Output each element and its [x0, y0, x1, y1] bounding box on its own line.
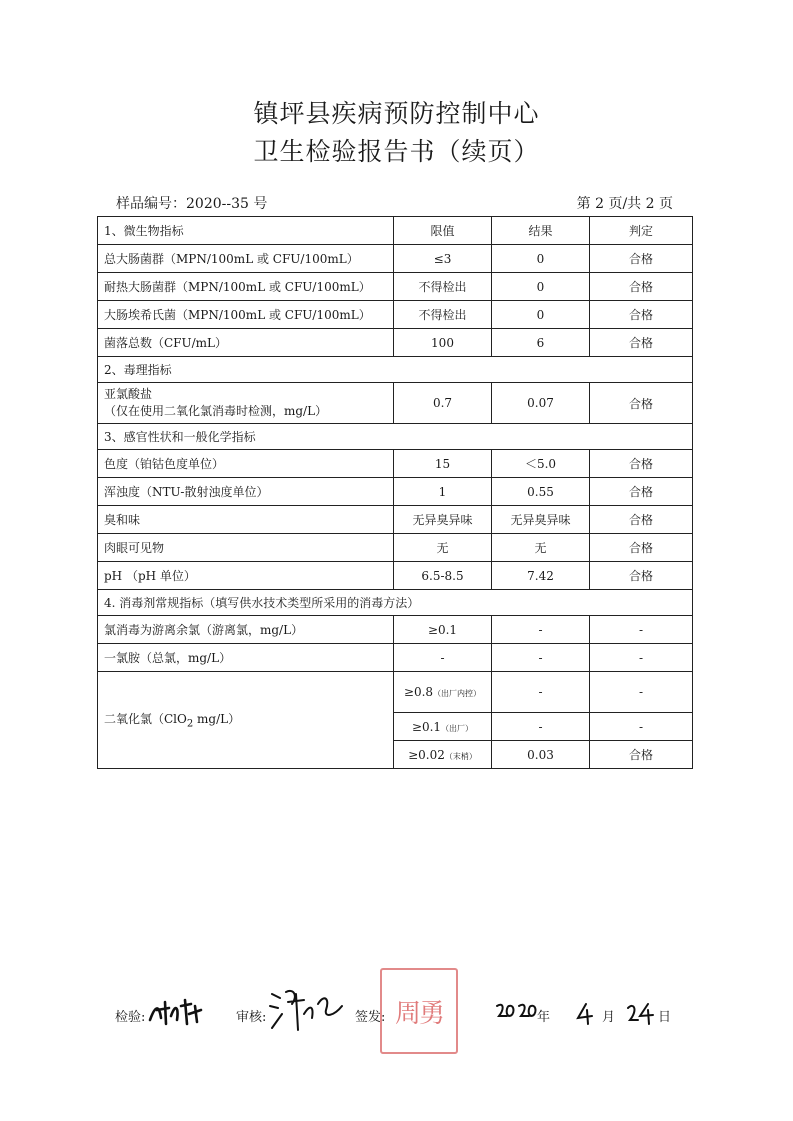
reviewer-signature	[268, 984, 348, 1036]
year-label: 年	[537, 1010, 551, 1025]
section-title: 3、感官性状和一般化学指标	[98, 424, 693, 450]
page-indicator: 第 2 页/共 2 页	[576, 196, 673, 212]
table-row	[98, 424, 693, 450]
verdict-cell: 合格	[590, 383, 693, 424]
table-row	[98, 301, 693, 329]
result-cell: 0	[492, 245, 590, 273]
verdict-cell: 合格	[590, 562, 693, 590]
item-cell: 大肠埃希氏菌（MPN/100mL 或 CFU/100mL）	[98, 301, 394, 329]
sample-number: 样品编号：2020--35 号	[116, 196, 268, 212]
result-cell: -	[492, 713, 590, 741]
table-row	[98, 329, 693, 357]
issuer-seal: 周勇	[380, 968, 458, 1054]
result-cell: -	[492, 616, 590, 644]
item-cell: pH （pH 单位）	[98, 562, 394, 590]
item-cell: 肉眼可见物	[98, 534, 394, 562]
limit-cell: 不得检出	[394, 301, 492, 329]
reviewer-label: 审核:	[236, 1010, 267, 1025]
verdict-cell: 合格	[590, 741, 693, 769]
limit-cell: ≤3	[394, 245, 492, 273]
result-cell: 7.42	[492, 562, 590, 590]
result-cell: 0.07	[492, 383, 590, 424]
table-row	[98, 273, 693, 301]
result-cell: 无	[492, 534, 590, 562]
clo2-subscript: 2	[186, 718, 194, 730]
table-row	[98, 357, 693, 383]
limit-cell: 15	[394, 450, 492, 478]
verdict-cell: 合格	[590, 301, 693, 329]
limit-cell: 不得检出	[394, 273, 492, 301]
clo2-prefix: 二氧化氯（ClO	[104, 712, 187, 727]
item-cell: 耐热大肠菌群（MPN/100mL 或 CFU/100mL）	[98, 273, 394, 301]
limit-note: （出厂内控）	[433, 689, 482, 698]
item-cell: 臭和味	[98, 506, 394, 534]
verdict-cell: 合格	[590, 273, 693, 301]
limit-cell: 1	[394, 478, 492, 506]
verdict-cell: 合格	[590, 506, 693, 534]
inspector-label: 检验:	[115, 1010, 146, 1025]
table-row	[98, 478, 693, 506]
verdict-cell: -	[590, 616, 693, 644]
limit-cell: 0.7	[394, 383, 492, 424]
table-row	[98, 245, 693, 273]
table-row	[98, 590, 693, 616]
limit-cell: ≥0.1	[394, 616, 492, 644]
table-row	[98, 506, 693, 534]
issuer-label: 签发:	[355, 1010, 386, 1025]
table-row	[98, 644, 693, 672]
item-cell: 总大肠菌群（MPN/100mL 或 CFU/100mL）	[98, 245, 394, 273]
item-cell: 氯消毒为游离余氯（游离氯，mg/L）	[98, 616, 394, 644]
verdict-cell: -	[590, 672, 693, 713]
date-month-handwritten	[574, 1002, 594, 1026]
item-cell	[98, 383, 394, 424]
limit-note: （出厂）	[441, 723, 474, 733]
verdict-cell: 合格	[590, 329, 693, 357]
header-verdict: 判定	[590, 217, 693, 245]
table-row	[98, 534, 693, 562]
verdict-cell: 合格	[590, 450, 693, 478]
item-cell: 浑浊度（NTU-散射浊度单位）	[98, 478, 394, 506]
verdict-cell: 合格	[590, 534, 693, 562]
item-cell: 菌落总数（CFU/mL）	[98, 329, 394, 357]
limit-cell: ≥0.8（出厂内控）	[394, 672, 492, 713]
table-row	[98, 672, 693, 713]
section-title: 2、毒理指标	[98, 357, 693, 383]
header-result: 结果	[492, 217, 590, 245]
result-cell: 6	[492, 329, 590, 357]
result-cell: -	[492, 644, 590, 672]
org-title: 镇坪县疾病预防控制中心	[253, 99, 540, 128]
result-cell: ＜5.0	[492, 450, 590, 478]
result-cell: 无异臭异味	[492, 506, 590, 534]
section-title: 1、微生物指标	[98, 217, 394, 245]
limit-cell: -	[394, 644, 492, 672]
limit-cell: 无异臭异味	[394, 506, 492, 534]
item-cell: 色度（铂钴色度单位）	[98, 450, 394, 478]
limit-cell: 6.5-8.5	[394, 562, 492, 590]
day-label: 日	[658, 1010, 672, 1025]
inspector-signature	[147, 996, 205, 1028]
table-row	[98, 450, 693, 478]
month-label: 月	[602, 1010, 616, 1025]
results-table	[97, 216, 693, 769]
date-year-handwritten	[495, 1000, 539, 1026]
report-title: 卫生检验报告书（续页）	[253, 137, 540, 166]
item-line: （仅在使用二氧化氯消毒时检测，mg/L）	[104, 404, 328, 418]
item-cell: 一氯胺（总氯，mg/L）	[98, 644, 394, 672]
table-row	[98, 217, 693, 245]
result-cell: 0	[492, 301, 590, 329]
header-limit: 限值	[394, 217, 492, 245]
verdict-cell: -	[590, 644, 693, 672]
result-cell: 0.55	[492, 478, 590, 506]
limit-note: （末梢）	[444, 751, 477, 761]
limit-cell: 100	[394, 329, 492, 357]
limit-cell: ≥0.1（出厂）	[394, 713, 492, 741]
result-cell: 0.03	[492, 741, 590, 769]
result-cell: -	[492, 672, 590, 713]
result-cell: 0	[492, 273, 590, 301]
verdict-cell: -	[590, 713, 693, 741]
date-day-handwritten	[626, 1002, 656, 1026]
clo2-suffix: mg/L）	[193, 712, 241, 727]
item-line: 亚氯酸盐	[104, 387, 153, 401]
limit-cell: 无	[394, 534, 492, 562]
table-row	[98, 383, 693, 424]
table-row	[98, 562, 693, 590]
limit-cell: ≥0.02（末梢）	[394, 741, 492, 769]
table-row	[98, 616, 693, 644]
item-cell	[98, 672, 394, 769]
verdict-cell: 合格	[590, 478, 693, 506]
verdict-cell: 合格	[590, 245, 693, 273]
section-title: 4. 消毒剂常规指标（填写供水技术类型所采用的消毒方法）	[98, 590, 693, 616]
